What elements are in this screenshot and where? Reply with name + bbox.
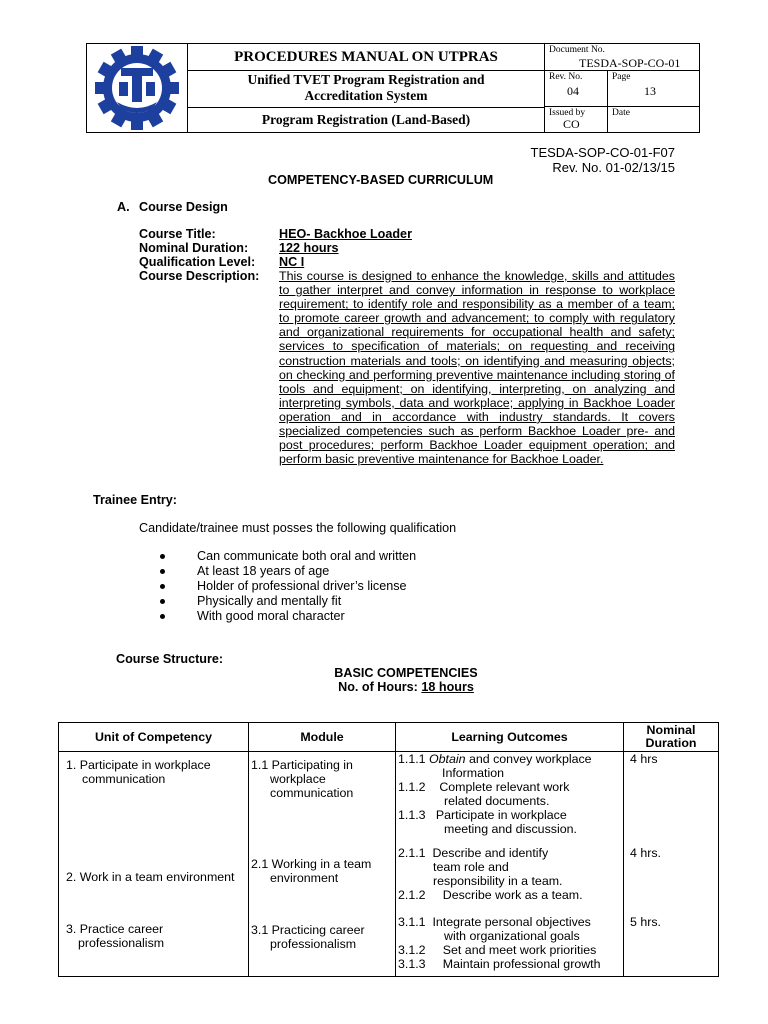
header-titles	[188, 44, 545, 132]
bullet-icon	[160, 569, 165, 574]
list-item-text: Physically and mentally fit	[197, 594, 342, 608]
outcome-line: with organizational goals	[444, 929, 580, 943]
unit-cell	[59, 846, 249, 912]
outcome-line: related documents.	[444, 794, 550, 808]
module-cell	[249, 752, 396, 847]
header-duration-text: Nominal Duration	[645, 723, 697, 750]
duration-value: 4 hrs	[630, 752, 658, 766]
doc-no-label: Document No.	[549, 45, 605, 55]
qualification-label: Qualification Level:	[139, 255, 256, 269]
list-item-text: At least 18 years of age	[197, 564, 330, 578]
list-item	[160, 564, 416, 579]
outcome-line: 3.1.3 Maintain professional growth	[398, 957, 601, 971]
module-cell	[249, 846, 396, 912]
issued-value: CO	[563, 117, 580, 131]
outcomes-cell	[396, 752, 624, 847]
outcome-line: 1.1.2 Complete relevant work	[398, 780, 570, 794]
duration-value: 4 hrs.	[630, 846, 661, 860]
duration-label: Nominal Duration:	[139, 241, 249, 255]
form-revision: Rev. No. 01-02/13/15	[552, 160, 675, 175]
table-row	[59, 912, 719, 977]
list-item-text: Holder of professional driver’s license	[197, 579, 407, 593]
document-header	[86, 43, 700, 133]
outcome-line: 1.1.3 Participate in workplace	[398, 808, 567, 822]
date-label: Date	[612, 108, 630, 118]
unit-cell	[59, 912, 249, 977]
unit-line: 1. Participate in workplace	[66, 758, 211, 772]
unit-line: 2. Work in a team environment	[66, 870, 235, 884]
list-item	[160, 594, 416, 609]
list-item	[160, 549, 416, 564]
system-title	[188, 71, 544, 108]
basic-competencies-title: BASIC COMPETENCIES	[334, 666, 478, 680]
tesda-logo	[87, 44, 188, 132]
section-title: Program Registration (Land-Based)	[261, 112, 471, 127]
trainee-intro: Candidate/trainee must posses the following qualification	[139, 521, 457, 535]
basic-competencies-block	[0, 666, 768, 694]
description-label: Course Description:	[139, 269, 260, 283]
page-cell	[608, 71, 699, 107]
issued-label: Issued by	[549, 108, 586, 118]
course-title-label: Course Title:	[139, 227, 216, 241]
outcome-line: 2.1.2 Describe work as a team.	[398, 888, 583, 902]
form-reference	[531, 145, 675, 175]
rev-value: 04	[567, 84, 579, 98]
outcome-line: Information	[442, 766, 504, 780]
basic-hours	[0, 680, 768, 694]
course-description: This course is designed to enhance the knowledge, skills and attitudes to gather interpret and convey information in response to workplace requirement; to identify role and responsibility as a member of a team; to promote career growth and advancement; to comply with regulatory and organizational requirements for occupational health and safety; services to specification of materials; on requesting and receiving construction materials and tools; on identifying and measuring objects; on checking and performing preventive maintenance including storing of tools and equipment; on identifying, interpreting, on analyzing and interpreting symbols, data and workplace; applying in Backhoe Loader operation and in accordance with industry standards. It covers specialized competencies such as perform Backhoe Loader pre- and post procedures; perform Backhoe Loader equipment operation; and perform basic preventive maintenance for Backhoe Loader.	[279, 269, 675, 467]
header-duration	[624, 723, 719, 752]
trainee-entry-heading: Trainee Entry:	[93, 493, 177, 507]
list-item	[160, 579, 416, 594]
issued-cell	[545, 107, 608, 132]
unit-line: 3. Practice career	[66, 922, 164, 936]
unit-line: communication	[82, 772, 166, 786]
duration-value: 5 hrs.	[630, 915, 661, 929]
document-title: COMPETENCY-BASED CURRICULUM	[268, 173, 494, 187]
table-row	[59, 752, 719, 847]
bullet-icon	[160, 599, 165, 604]
course-title-value: HEO- Backhoe Loader	[279, 227, 412, 241]
outcome-line: 3.1.1 Integrate personal objectives	[398, 915, 591, 929]
duration-cell	[624, 846, 719, 912]
list-item-text: Can communicate both oral and written	[197, 549, 417, 563]
course-structure-heading: Course Structure:	[116, 652, 224, 666]
table-row	[59, 846, 719, 912]
rev-cell	[545, 71, 608, 107]
date-cell	[608, 107, 699, 132]
header-outcomes: Learning Outcomes	[396, 723, 624, 752]
outcome-line: 1.1.1 Obtain and convey workplace	[398, 752, 592, 766]
hours-value: 18 hours	[421, 680, 474, 694]
manual-title: PROCEDURES MANUAL ON UTPRAS	[188, 44, 544, 71]
doc-no-value: TESDA-SOP-CO-01	[579, 56, 681, 70]
doc-no-cell	[545, 44, 699, 71]
duration-cell	[624, 752, 719, 847]
unit-cell	[59, 752, 249, 847]
outcomes-cell	[396, 846, 624, 912]
tesda-logo-icon	[87, 44, 187, 132]
unit-line: professionalism	[78, 936, 165, 950]
outcome-line: 2.1.1 Describe and identify	[398, 846, 549, 860]
section-a-heading: Course Design	[139, 200, 228, 214]
outcomes-cell	[396, 912, 624, 977]
qualification-value: NC I	[279, 255, 305, 269]
duration-value: 122 hours	[279, 241, 339, 255]
header-module: Module	[249, 723, 396, 752]
module-line: 1.1 Participating in	[251, 758, 353, 772]
outcome-line: 3.1.2 Set and meet work priorities	[398, 943, 597, 957]
page-label: Page	[612, 72, 631, 82]
section-a-letter: A.	[117, 200, 130, 214]
rev-label: Rev. No.	[549, 72, 583, 82]
document-control-box	[545, 44, 699, 132]
module-line: workplace	[270, 772, 326, 786]
course-values	[279, 227, 412, 269]
qualification-list	[160, 549, 416, 624]
module-line: professionalism	[270, 937, 357, 951]
duration-cell	[624, 912, 719, 977]
outcome-line: responsibility in a team.	[433, 874, 563, 888]
bullet-icon	[160, 554, 165, 559]
table-header-row	[59, 723, 719, 752]
outcome-line: team role and	[433, 860, 509, 874]
header-unit: Unit of Competency	[59, 723, 249, 752]
bullet-icon	[160, 614, 165, 619]
course-labels	[139, 227, 259, 283]
list-item-text: With good moral character	[197, 609, 345, 623]
module-line: 3.1 Practicing career	[251, 923, 365, 937]
module-line: 2.1 Working in a team	[251, 857, 372, 871]
module-line: environment	[270, 871, 339, 885]
bullet-icon	[160, 584, 165, 589]
module-line: communication	[270, 786, 354, 800]
form-code: TESDA-SOP-CO-01-F07	[530, 145, 675, 160]
list-item	[160, 609, 416, 624]
system-title-text: Unified TVET Program Registration and Accreditation System	[247, 72, 485, 103]
outcome-line: meeting and discussion.	[444, 822, 577, 836]
page-value: 13	[644, 84, 656, 98]
hours-label: No. of Hours:	[338, 680, 422, 694]
module-cell	[249, 912, 396, 977]
competency-table	[58, 722, 719, 977]
